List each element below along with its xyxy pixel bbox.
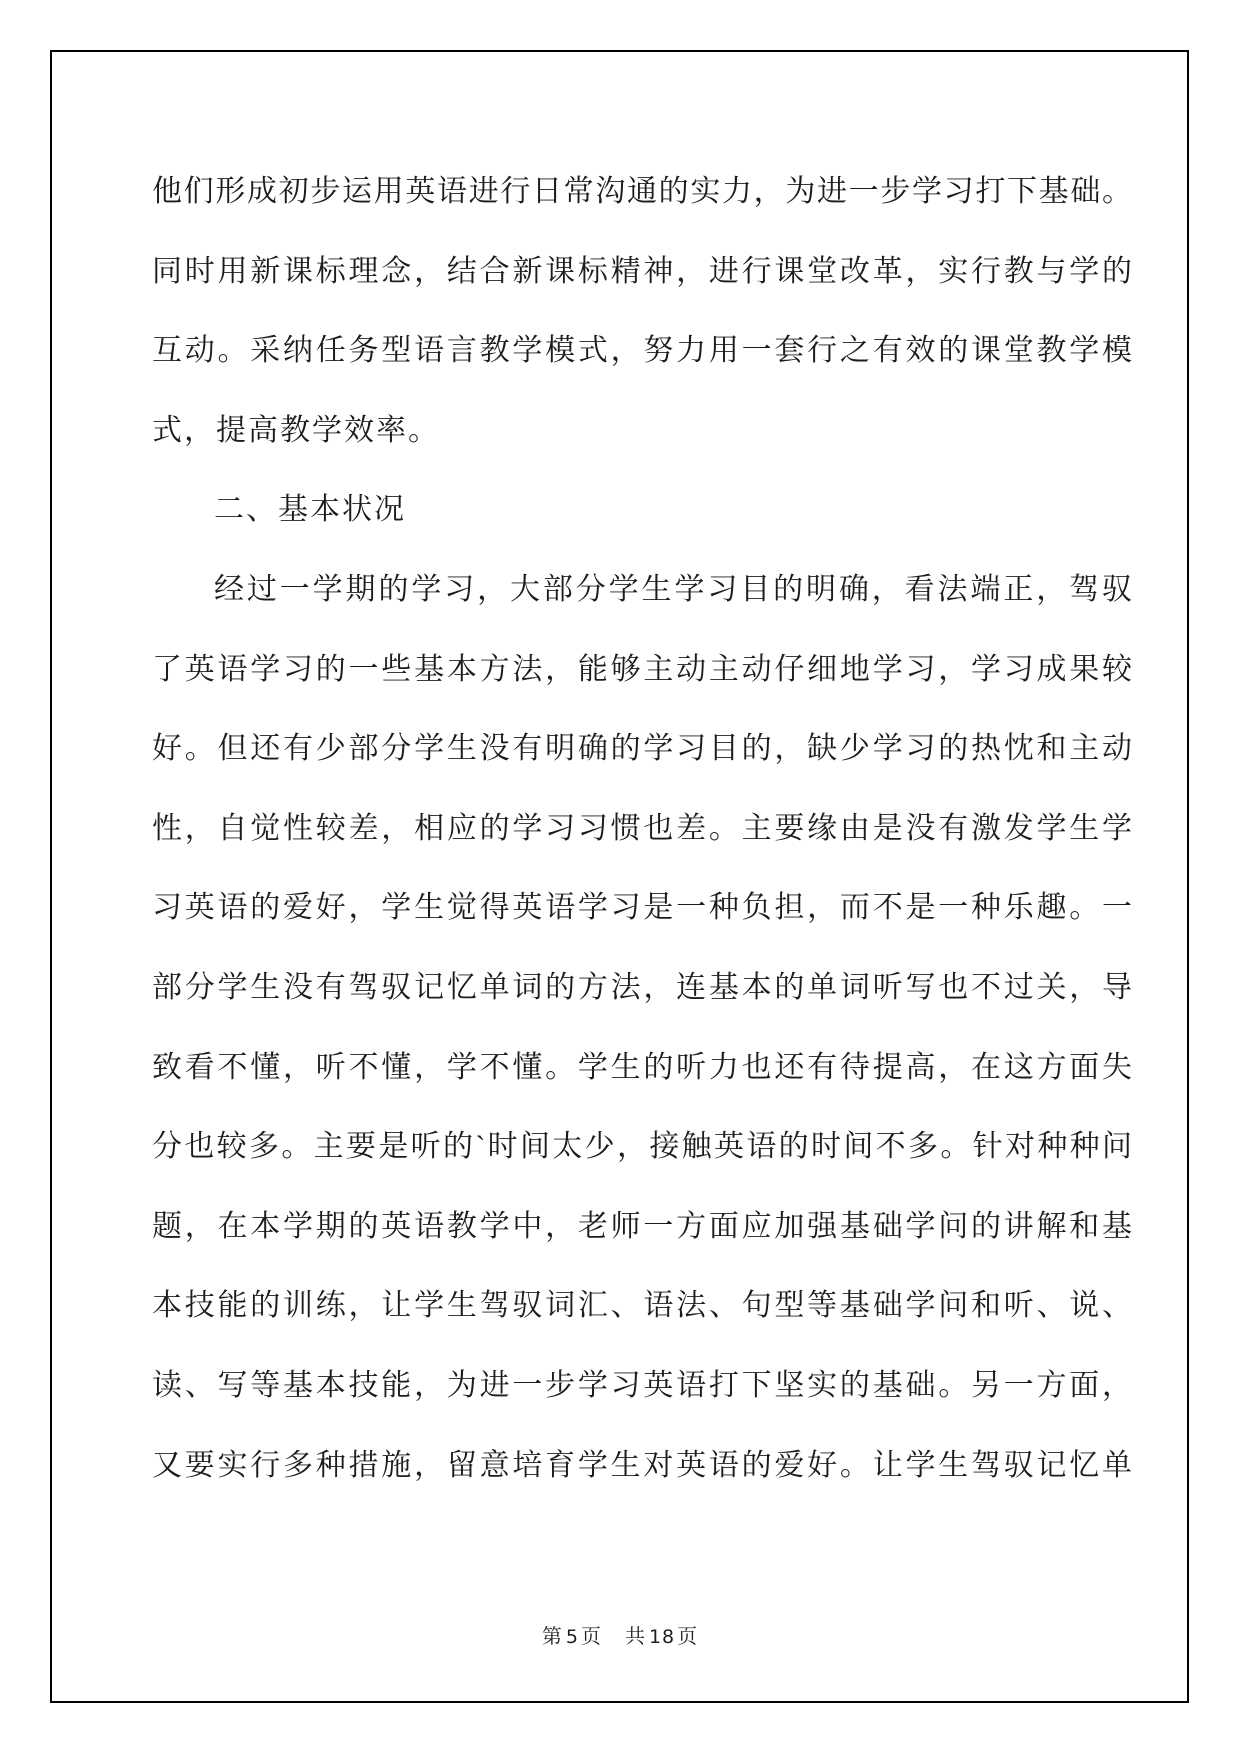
text-line: 性，自觉性较差，相应的学习习惯也差。主要缘由是没有激发学生学 <box>152 811 1132 845</box>
text-line: 题，在本学期的英语教学中，老师一方面应加强基础学问的讲解和基 <box>152 1209 1132 1243</box>
current-page-number: 5 <box>565 1626 579 1648</box>
total-suffix-label: 页 <box>677 1626 700 1648</box>
text-line: 式，提高教学效率。 <box>152 413 440 447</box>
text-line: 读、写等基本技能，为进一步学习英语打下坚实的基础。另一方面， <box>152 1368 1132 1402</box>
text-line: 了英语学习的一些基本方法，能够主动主动仔细地学习，学习成果较 <box>152 652 1132 686</box>
text-line: 致看不懂，听不懂，学不懂。学生的听力也还有待提高，在这方面失 <box>152 1050 1132 1084</box>
text-line: 好。但还有少部分学生没有明确的学习目的，缺少学习的热忱和主动 <box>152 732 1132 766</box>
text-line: 互动。采纳任务型语言教学模式，努力用一套行之有效的课堂教学模 <box>152 334 1132 368</box>
document-body-text <box>152 152 1132 1505</box>
page-footer <box>0 1620 1241 1649</box>
text-line: 同时用新课标理念，结合新课标精神，进行课堂改革，实行教与学的 <box>152 254 1132 288</box>
page-suffix-label: 页 <box>580 1626 603 1648</box>
text-line: 部分学生没有驾驭记忆单词的方法，连基本的单词听写也不过关，导 <box>152 970 1132 1004</box>
total-pages-indicator <box>625 1626 699 1648</box>
text-line: 分也较多。主要是听的`时间太少，接触英语的时间不多。针对种种问 <box>152 1130 1132 1164</box>
text-line: 习英语的爱好，学生觉得英语学习是一种负担，而不是一种乐趣。一 <box>152 891 1132 925</box>
page-prefix-label: 第 <box>541 1626 564 1648</box>
current-page-indicator <box>542 1626 603 1648</box>
text-line: 本技能的训练，让学生驾驭词汇、语法、句型等基础学问和听、说、 <box>152 1289 1132 1323</box>
total-prefix-label: 共 <box>624 1626 647 1648</box>
total-pages-number: 18 <box>648 1626 676 1648</box>
text-line: 他们形成初步运用英语进行日常沟通的实力，为进一步学习打下基础。 <box>152 175 1132 208</box>
text-line: 经过一学期的学习，大部分学生学习目的明确，看法端正，驾驭 <box>214 572 1132 606</box>
section-heading: 二、基本状况 <box>214 493 406 527</box>
text-line: 又要实行多种措施，留意培育学生对英语的爱好。让学生驾驭记忆单 <box>152 1448 1132 1482</box>
